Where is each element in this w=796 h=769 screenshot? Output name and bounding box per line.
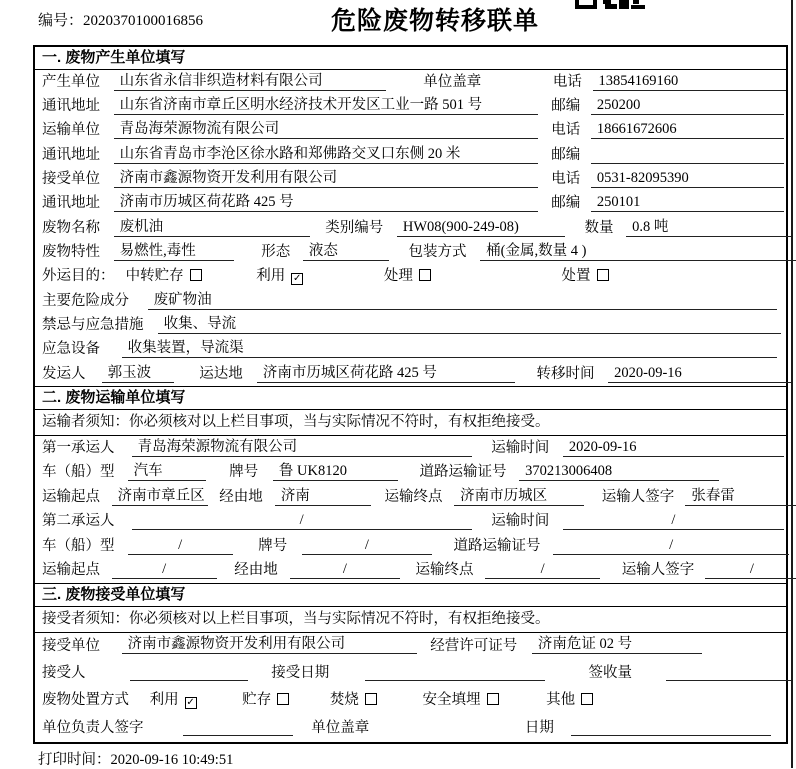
receipt-qty-value	[666, 660, 793, 681]
serial-number-line	[38, 9, 203, 30]
checkbox-dispose	[597, 269, 609, 281]
date-value	[571, 715, 771, 736]
taboo-label: 禁忌与应急措施	[42, 316, 144, 333]
disposal-option-incinerate: 焚烧	[330, 687, 377, 714]
page-edge-line	[791, 0, 793, 768]
equipment-value: 收集装置，导流渠	[122, 337, 777, 358]
qr-code-fragment	[575, 0, 645, 9]
section2-body	[35, 436, 786, 583]
character-label: 废物特性	[42, 243, 100, 260]
carrier1-time-value: 2020-09-16	[563, 436, 784, 457]
receiver-value: 济南市鑫源物资开发利用有限公司	[114, 167, 538, 188]
producer-zip-label: 邮编	[551, 97, 581, 114]
carrier2-label: 第二承运人	[42, 513, 115, 530]
carrier2-vehicle-row	[42, 534, 779, 559]
origin-label: 运输起点	[42, 488, 100, 505]
section2-heading: 二. 废物运输单位填写	[35, 386, 786, 410]
disposal-method-row	[42, 687, 779, 714]
receiver-notice: 接受者须知：你必须核对以上栏目事项，当与实际情况不符时，有权拒绝接受。	[35, 607, 786, 633]
vehicle-type-label: 车（船）型	[42, 537, 115, 554]
via-label: 经由地	[234, 562, 278, 579]
destination-label: 运达地	[199, 365, 243, 382]
carrier2-value: /	[132, 509, 472, 530]
quantity-value: 0.8 吨	[626, 216, 791, 237]
producer-label: 产生单位	[42, 73, 100, 90]
road-permit-label: 道路运输证号	[453, 537, 541, 554]
purpose-option-utilize: 利用 ✓	[256, 268, 302, 285]
hazard-value: 废矿物油	[148, 289, 777, 310]
license-label: 经营许可证号	[430, 637, 518, 654]
serial-label: 编号：	[38, 13, 84, 29]
section3-heading: 三. 废物接受单位填写	[35, 583, 786, 607]
taboo-measures-row	[42, 313, 779, 337]
disposal-option-utilize: 利用 ✓	[149, 692, 195, 709]
carrier1-terminus-value: 济南市历城区	[454, 485, 584, 506]
checkbox-disposal-landfill	[487, 693, 499, 705]
receive-date-label: 接受日期	[271, 665, 330, 682]
license-value: 济南危证 02 号	[532, 633, 702, 654]
page-title: 危险废物转移联单	[331, 8, 540, 35]
plate-label: 牌号	[258, 537, 288, 554]
packaging-label: 包装方式	[408, 243, 467, 260]
disposal-option-storage: 贮存	[242, 687, 289, 714]
character-value: 易燃性,毒性	[114, 240, 234, 261]
checkbox-disposal-utilize: ✓	[186, 697, 195, 709]
receive-unit-label: 接受单位	[42, 637, 100, 654]
plate-label: 牌号	[229, 464, 259, 481]
carrier-sign-label: 运输人签字	[601, 488, 675, 505]
producer-row	[42, 70, 779, 94]
receiver-row	[42, 167, 779, 191]
address-label: 通讯地址	[42, 146, 100, 163]
transporter-address-row	[42, 143, 779, 167]
disposal-option-other: 其他	[546, 687, 593, 714]
equipment-label: 应急设备	[42, 341, 100, 358]
carrier1-route-row	[42, 485, 779, 510]
vehicle-type-label: 车（船）型	[42, 464, 115, 481]
waste-name-row	[42, 216, 779, 240]
receiver-zip-label: 邮编	[551, 195, 581, 212]
producer-phone-value: 13854169160	[593, 70, 786, 91]
receiver-label: 接受单位	[42, 170, 100, 187]
form-label: 形态	[261, 243, 291, 260]
carrier2-time-value: /	[563, 509, 784, 530]
carrier1-origin-value: 济南市章丘区	[112, 485, 208, 506]
receive-unit-value: 济南市鑫源物资开发利用有限公司	[122, 633, 417, 654]
receive-person-label: 接受人	[42, 665, 86, 682]
receive-person-row	[42, 660, 779, 687]
shipper-label: 发运人	[42, 365, 86, 382]
producer-address-value: 山东省济南市章丘区明水经济技术开发区工业一路 501 号	[114, 94, 538, 115]
carrier1-sign-value: 张春雷	[685, 485, 796, 506]
address-label: 通讯地址	[42, 97, 100, 114]
terminus-label: 运输终点	[415, 562, 474, 579]
transporter-label: 运输单位	[42, 122, 100, 139]
shipper-row	[42, 362, 779, 386]
carrier1-vehicle-value: 汽车	[128, 460, 206, 481]
receiver-address-value: 济南市历城区荷花路 425 号	[114, 191, 538, 212]
checkbox-disposal-storage	[277, 693, 289, 705]
quantity-label: 数量	[584, 219, 614, 236]
carrier2-route-row	[42, 558, 779, 583]
producer-value: 山东省永信非织造材料有限公司	[114, 70, 386, 91]
carrier1-label: 第一承运人	[42, 439, 115, 456]
print-time-value: 2020-09-16 10:49:51	[110, 752, 234, 768]
transporter-phone-value: 18661672606	[591, 118, 784, 139]
manifest-table	[33, 45, 788, 744]
manager-sign-value	[183, 715, 293, 736]
hazard-component-row	[42, 289, 779, 313]
transporter-address-value: 山东省青岛市李沧区徐水路和郑佛路交叉口东侧 20 米	[114, 143, 538, 164]
checkbox-utilize: ✓	[293, 273, 302, 285]
category-value: HW08(900-249-08)	[397, 216, 565, 237]
receipt-qty-label: 签收量	[588, 665, 632, 682]
unit-seal-label: 单位盖章	[311, 719, 370, 736]
checkbox-disposal-incinerate	[365, 693, 377, 705]
manager-sign-row	[42, 715, 779, 742]
checkbox-disposal-other	[581, 693, 593, 705]
section1-body	[35, 70, 786, 386]
receiver-address-row	[42, 191, 779, 215]
carrier1-plate-value: 鲁 UK8120	[273, 460, 398, 481]
purpose-row	[42, 264, 779, 288]
receive-person-value	[130, 660, 248, 681]
producer-address-row	[42, 94, 779, 118]
packaging-value: 桶(金属,数量 4 )	[480, 240, 796, 261]
transporter-notice: 运输者须知：你必须核对以上栏目事项，当与实际情况不符时，有权拒绝接受。	[35, 410, 786, 436]
hazard-label: 主要危险成分	[42, 292, 129, 309]
transporter-phone-label: 电话	[551, 122, 581, 139]
taboo-value: 收集、导流	[158, 313, 781, 334]
purpose-option-treat: 处理	[384, 264, 431, 288]
carrier2-origin-value: /	[112, 558, 217, 579]
carrier1-permit-value: 370213006408	[519, 460, 719, 481]
carrier1-value: 青岛海荣源物流有限公司	[132, 436, 472, 457]
section3-body	[35, 633, 786, 742]
date-label: 日期	[524, 719, 554, 736]
seal-label: 单位盖章	[423, 73, 482, 90]
carrier2-plate-value: /	[302, 534, 432, 555]
transporter-zip-value	[591, 143, 784, 164]
manager-sign-label: 单位负责人签字	[42, 719, 144, 736]
carrier2-permit-value: /	[553, 534, 789, 555]
carrier2-vehicle-value: /	[128, 534, 233, 555]
print-time-label: 打印时间：	[38, 752, 111, 768]
receiver-phone-value: 0531-82095390	[591, 167, 784, 188]
carrier1-row	[42, 436, 779, 461]
carrier2-row	[42, 509, 779, 534]
purpose-option-transfer-storage: 中转贮存	[126, 264, 202, 288]
receiver-zip-value: 250101	[591, 191, 784, 212]
transporter-zip-label: 邮编	[551, 146, 581, 163]
category-label: 类别编号	[325, 219, 384, 236]
transporter-value: 青岛海荣源物流有限公司	[114, 118, 538, 139]
transfer-date-label: 转移时间	[536, 365, 595, 382]
disposal-option-landfill: 安全填埋	[423, 687, 499, 714]
transfer-date-value: 2020-09-16	[608, 362, 791, 383]
waste-name-label: 废物名称	[42, 219, 100, 236]
producer-zip-value: 250200	[591, 94, 784, 115]
disposal-label: 废物处置方式	[42, 692, 129, 709]
print-time-line	[38, 748, 233, 769]
producer-phone-label: 电话	[552, 73, 582, 90]
carrier1-via-value: 济南	[275, 485, 371, 506]
origin-label: 运输起点	[42, 562, 100, 579]
carrier2-via-value: /	[290, 558, 400, 579]
receive-date-value	[365, 660, 545, 681]
via-label: 经由地	[219, 488, 263, 505]
receive-unit-row	[42, 633, 779, 660]
serial-value: 2020370100016856	[83, 13, 204, 29]
receiver-phone-label: 电话	[551, 170, 581, 187]
checkbox-treat	[419, 269, 431, 281]
terminus-label: 运输终点	[384, 488, 443, 505]
address-label: 通讯地址	[42, 195, 100, 212]
transport-time-label: 运输时间	[491, 513, 550, 530]
carrier-sign-label: 运输人签字	[621, 562, 695, 579]
waste-name-value: 废机油	[114, 216, 310, 237]
transport-time-label: 运输时间	[491, 439, 550, 456]
section1-heading: 一. 废物产生单位填写	[35, 47, 786, 70]
form-value: 液态	[303, 240, 389, 261]
purpose-label: 外运目的：	[42, 268, 115, 285]
carrier2-sign-value: /	[705, 558, 796, 579]
emergency-equipment-row	[42, 337, 779, 361]
destination-value: 济南市历城区荷花路 425 号	[257, 362, 515, 383]
transporter-row	[42, 118, 779, 142]
waste-character-row	[42, 240, 779, 264]
checkbox-transfer-storage	[190, 269, 202, 281]
road-permit-label: 道路运输证号	[419, 464, 507, 481]
purpose-option-dispose: 处置	[562, 264, 609, 288]
carrier1-vehicle-row	[42, 460, 779, 485]
shipper-value: 郭玉波	[102, 362, 174, 383]
carrier2-terminus-value: /	[485, 558, 600, 579]
